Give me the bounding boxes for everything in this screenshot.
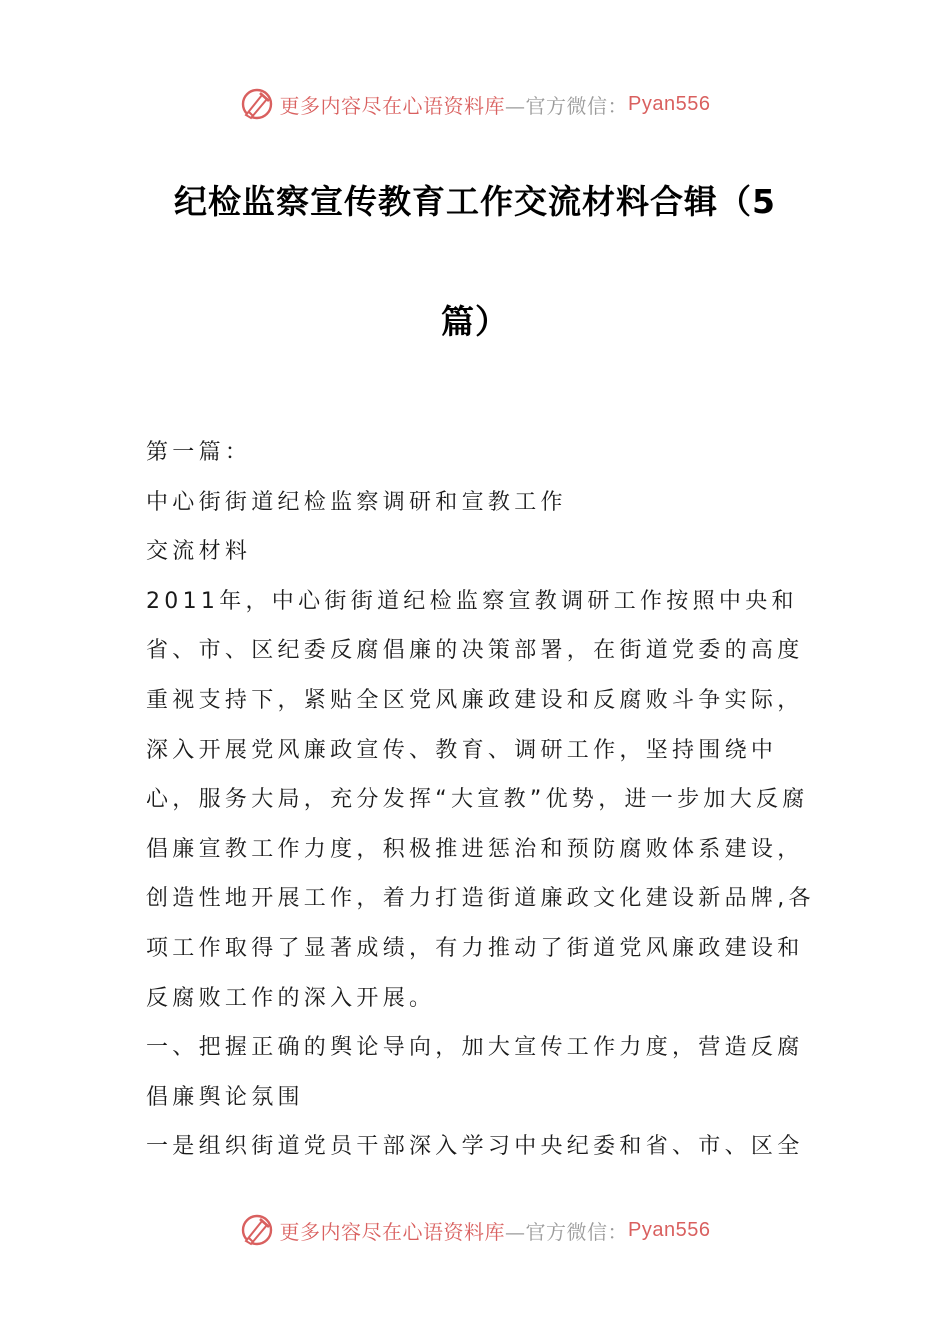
watermark-main-text: 更多内容尽在心语资料库 (279, 1219, 506, 1244)
watermark-footer (0, 1210, 950, 1250)
article-subtitle: 交流材料 (146, 539, 252, 565)
document-body (146, 428, 818, 1172)
watermark-main-text: 更多内容尽在心语资料库 (279, 93, 506, 118)
article-title: 中心街街道纪检监察调研和宣教工作 (146, 489, 567, 515)
pen-logo-icon (240, 1213, 274, 1247)
document-title-line1: 纪检监察宣传教育工作交流材料合辑（5 (174, 182, 776, 221)
pen-logo-icon (240, 87, 274, 121)
watermark-wechat-id: Pyan556 (628, 1218, 711, 1241)
watermark-sub-text: —官方微信： (505, 93, 629, 118)
body-paragraph: 一是组织街道党员干部深入学习中央纪委和省、市、区全 (146, 1134, 804, 1160)
body-heading: 一、把握正确的舆论导向，加大宣传工作力度，营造反腐倡廉舆论氛围 (146, 1035, 804, 1110)
watermark-wechat-id: Pyan556 (628, 92, 711, 115)
watermark-sub-text: —官方微信： (505, 1219, 629, 1244)
section-heading: 第一篇： (146, 440, 252, 465)
body-paragraph: 2011年，中心街街道纪检监察宣教调研工作按照中央和省、市、区纪委反腐倡廉的决策部署，在街道党委的高度重视支持下，紧贴全区党风廉政建设和反腐败斗争实际，深入开展党风廉政宣传、教育、调研工作，坚持围绕中心，服务大局，充分发挥“大宣教”优势，进一步加大反腐倡廉宣教工作力度，积极推进惩治和预防腐败体系建设，创造性地开展工作，着力打造街道廉政文化建设新品牌,各项工作取得了显著成绩，有力推动了街道党风廉政建设和反腐败工作的深入开展。 (146, 588, 815, 1011)
document-title-line2: 篇） (441, 302, 509, 341)
watermark-header (0, 84, 950, 124)
